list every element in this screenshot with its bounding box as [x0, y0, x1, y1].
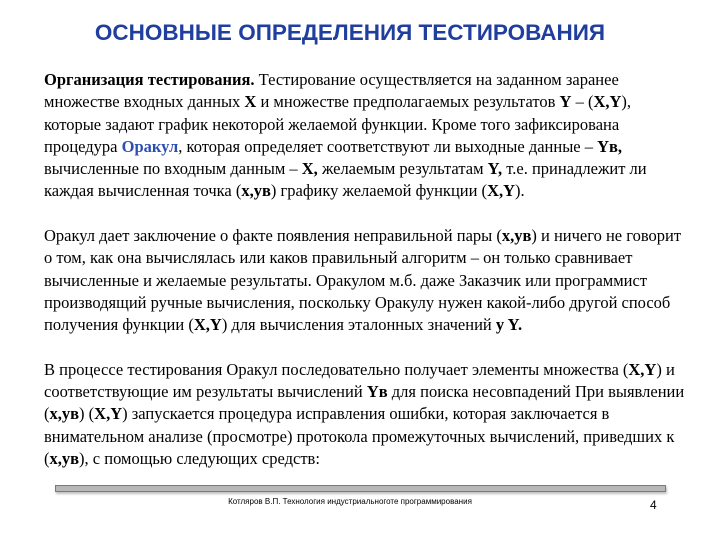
text-run: ) и ничего не говорит о том, как она вычислялась или каков правильный алгоритм – он только сравнивает вычисленные и желаемые результаты. Оракулом м.б. даже Заказчик или программист производящий ручные вычисления, поскольку Оракулу нужен какой-либо другой способ получения функции (: [44, 226, 682, 335]
footer-divider: [55, 485, 666, 492]
symbol-xyv: x,yв: [49, 404, 80, 424]
symbol-y: Y: [559, 92, 572, 112]
text-run: ), с помощью следующих средств:: [79, 449, 320, 469]
text-run: и множестве предполагаемых результатов: [256, 92, 560, 112]
paragraph-testing-process: [44, 359, 688, 470]
term-oracle: Оракул: [121, 136, 179, 156]
text-run: вычисленные по входным данным –: [44, 159, 302, 179]
symbol-y: Y,: [487, 159, 503, 179]
paragraph-gap: [44, 203, 688, 225]
text-run: т.е. принадлежит ли каждая вычисленная точка (: [44, 159, 647, 201]
symbol-xy: X,Y: [593, 92, 622, 112]
text-run: ): [79, 404, 89, 424]
symbol-xy: X,Y: [94, 404, 123, 424]
text-run: В процессе тестирования Оракул последовательно получает элементы множества (: [44, 359, 629, 379]
text-run: для поиска несовпадений При выявлении (: [44, 382, 685, 424]
text-run: ) графику желаемой функции (: [270, 181, 488, 201]
symbol-yv: Yв: [366, 382, 388, 402]
symbol-yv: Yв,: [597, 136, 623, 156]
symbol-xy: X,Y: [193, 315, 222, 335]
symbol-xyv: x,yв: [241, 181, 271, 201]
text-run: , которая определяет соответствуют ли выходные данные –: [178, 136, 598, 156]
not-element-of-symbol: (: [88, 404, 95, 424]
symbol-x: X,: [301, 159, 318, 179]
symbol-x: X: [244, 92, 257, 112]
text-run: ), которые задают график некоторой желаемой функции. Кроме того зафиксирована процедура: [44, 92, 632, 156]
text-run: желаемым результатам: [317, 159, 488, 179]
paragraph-organization: [44, 69, 688, 203]
symbol-y-lower: y: [495, 315, 505, 335]
symbol-xyv: x,yв: [49, 449, 80, 469]
term-organization: Организация тестирования.: [44, 70, 255, 89]
page-number: 4: [650, 498, 657, 512]
slide-body: [44, 69, 688, 470]
symbol-xy: X,Y: [628, 359, 657, 379]
symbol-xy: X,Y: [487, 181, 516, 201]
text-run: ) и соответствующие им результаты вычислений: [44, 359, 675, 402]
text-run: ) запускается процедура исправления ошибки, которая заключается в внимательном анализе (просмотре) протокола промежуточных вычислений, приведших к (: [44, 404, 675, 469]
symbol-xyv: x,yв: [501, 226, 532, 246]
paragraph-gap: [44, 337, 688, 359]
text-run: Оракул дает заключение о факте появления неправильной пары (: [44, 226, 502, 246]
symbol-y: Y.: [504, 315, 523, 335]
paragraph-oracle: [44, 225, 688, 336]
text-run: ).: [515, 181, 525, 201]
slide-title: ОСНОВНЫЕ ОПРЕДЕЛЕНИЯ ТЕСТИРОВАНИЯ: [94, 20, 606, 45]
text-run: ) для вычисления эталонных значений: [221, 315, 496, 335]
text-run: Тестирование осуществляется на заданном заранее множестве входных данных: [44, 70, 619, 112]
text-run: – (: [571, 92, 594, 112]
footer-author: Котляров В.П. Технология индустриальноготе программирования: [228, 497, 472, 506]
